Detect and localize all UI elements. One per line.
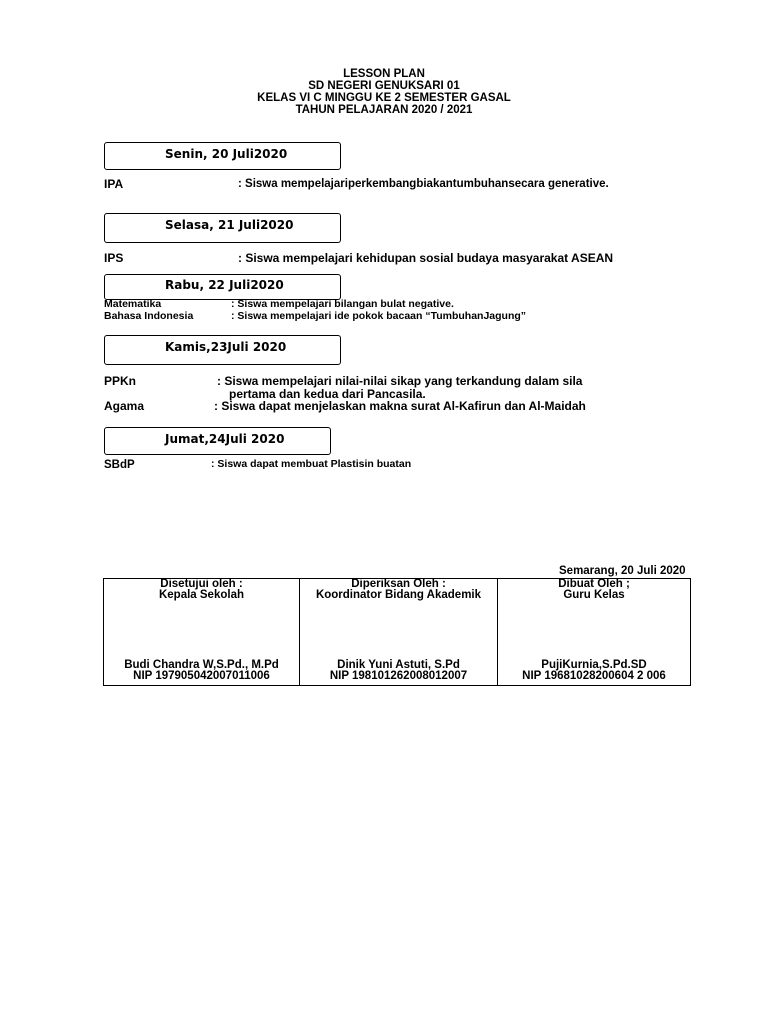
- school-name: SD NEGERI GENUKSARI 01: [308, 80, 460, 92]
- day-title: Jumat,24Juli 2020: [165, 432, 285, 446]
- signature-cell-teacher: [498, 579, 691, 686]
- subject-ppkn: PPKn: [104, 374, 137, 388]
- day-box-senin: [104, 142, 341, 170]
- day-box-kamis: [104, 335, 341, 365]
- role-label: Diperiksan Oleh :: [351, 578, 446, 590]
- activity-ipa: : Siswa mempelajariperkembangbiakantumbuhansecara generative.: [238, 178, 609, 190]
- subject-matematika: Matematika: [104, 298, 162, 310]
- role-title: Guru Kelas: [563, 589, 625, 601]
- role-label: Disetujui oleh :: [160, 578, 243, 590]
- signer-name: PujiKurnia,S.Pd.SD: [541, 659, 647, 671]
- day-title: Kamis,23Juli 2020: [165, 340, 287, 354]
- subject-agama: Agama: [104, 399, 145, 413]
- role-title: Koordinator Bidang Akademik: [315, 589, 482, 601]
- subject-ips: IPS: [104, 251, 124, 265]
- activity-bahasa-indonesia: : Siswa mempelajari ide pokok bacaan “TumbuhanJagung”: [231, 310, 527, 322]
- subject-bahasa-indonesia: Bahasa Indonesia: [104, 310, 194, 322]
- day-title: Senin, 20 Juli2020: [165, 147, 288, 161]
- day-box-rabu: [104, 274, 341, 300]
- activity-ips: : Siswa mempelajari kehidupan sosial budaya masyarakat ASEAN: [238, 251, 614, 265]
- subject-ipa: IPA: [104, 177, 124, 191]
- activity-ppkn-continued: pertama dan kedua dari Pancasila.: [229, 387, 426, 401]
- activity-sbdp: : Siswa dapat membuat Plastisin buatan: [211, 458, 412, 470]
- activity-agama: : Siswa dapat menjelaskan makna surat Al-Kafirun dan Al-Maidah: [214, 399, 586, 413]
- day-title: Rabu, 22 Juli2020: [165, 278, 284, 292]
- signer-name: Budi Chandra W,S.Pd., M.Pd: [124, 659, 279, 671]
- class-week-semester: KELAS VI C MINGGU KE 2 SEMESTER GASAL: [257, 92, 511, 104]
- signature-cell-coordinator: [300, 579, 498, 686]
- signer-nip: NIP 19681028200604 2 006: [522, 670, 666, 682]
- subject-sbdp: SBdP: [104, 459, 135, 471]
- doc-title: LESSON PLAN: [343, 68, 425, 80]
- role-label: Dibuat Oleh ;: [558, 578, 630, 590]
- signature-cell-principal: [104, 579, 300, 686]
- place-date: Semarang, 20 Juli 2020: [559, 565, 686, 577]
- signer-name: Dinik Yuni Astuti, S.Pd: [337, 659, 460, 671]
- signer-nip: NIP 197905042007011006: [133, 670, 270, 682]
- day-title: Selasa, 21 Juli2020: [165, 218, 294, 232]
- day-box-jumat: [104, 427, 331, 455]
- signer-nip: NIP 198101262008012007: [329, 670, 468, 682]
- academic-year: TAHUN PELAJARAN 2020 / 2021: [295, 104, 473, 116]
- signature-table: [103, 578, 691, 686]
- day-box-selasa: [104, 213, 341, 243]
- activity-matematika: : Siswa mempelajari bilangan bulat negative.: [231, 298, 454, 310]
- activity-ppkn: : Siswa mempelajari nilai-nilai sikap yang terkandung dalam sila: [217, 374, 583, 388]
- role-title: Kepala Sekolah: [158, 589, 244, 601]
